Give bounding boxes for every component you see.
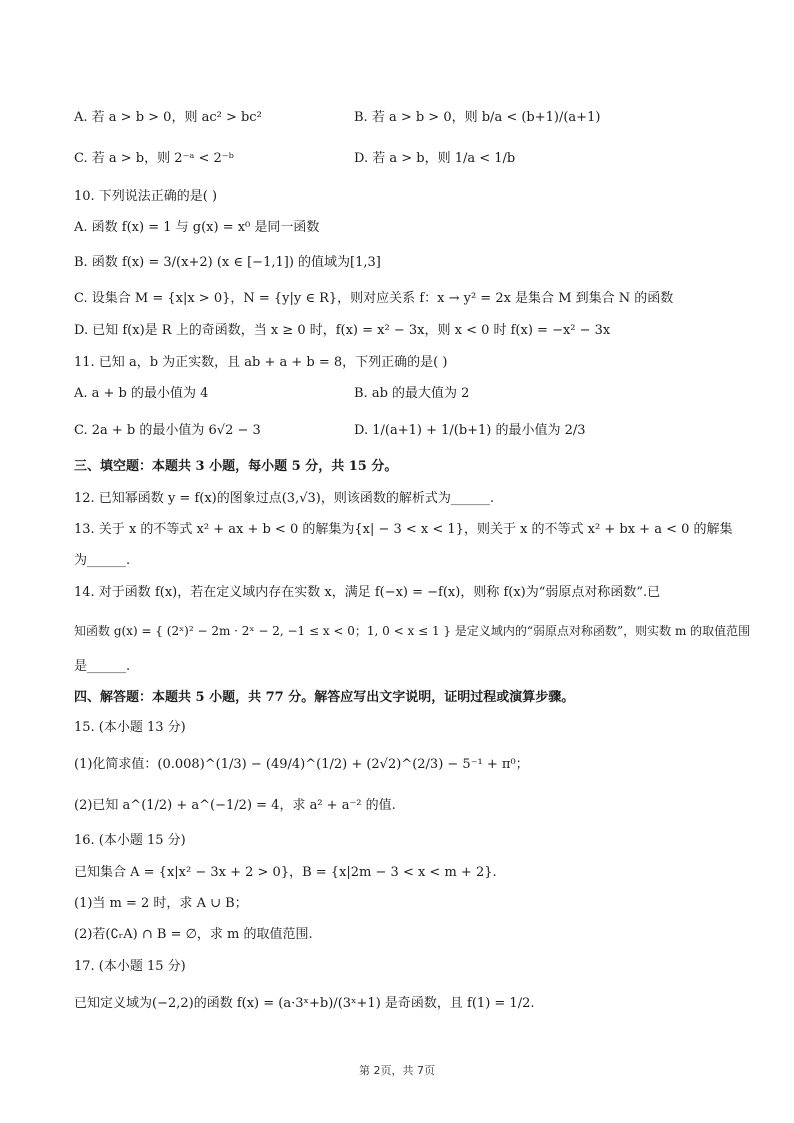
q10-option-d: D. 已知 f(x)是 R 上的奇函数，当 x ≥ 0 时，f(x) = x² − 3x，则 x < 0 时 f(x) = −x² − 3x bbox=[74, 323, 611, 338]
q12-text: 12. 已知幂函数 y = f(x)的图象过点(3,√3)，则该函数的解析式为______. bbox=[74, 491, 494, 506]
q17-stem: 已知定义域为(−2,2)的函数 f(x) = (a·3ˣ+b)/(3ˣ+1) 是奇函数，且 f(1) = 1/2. bbox=[74, 996, 535, 1011]
q14-line-3: 是______. bbox=[74, 659, 131, 674]
q11-option-a: A. a + b 的最小值为 4 bbox=[74, 386, 209, 401]
q15-header: 15. (本小题 13 分) bbox=[74, 720, 186, 735]
q15-part-1: (1)化简求值：(0.008)^(1/3) − (49/4)^(1/2) + (2√2)^(2/3) − 5⁻¹ + π⁰； bbox=[74, 757, 529, 772]
q10-option-c: C. 设集合 M = {x|x > 0}，N = {y|y ∈ R}，则对应关系 f：x → y² = 2x 是集合 M 到集合 N 的函数 bbox=[74, 291, 674, 306]
q9-option-a: A. 若 a > b > 0，则 ac² > bc² bbox=[74, 110, 262, 125]
q10-option-b: B. 函数 f(x) = 3/(x+2) (x ∈ [−1,1]) 的值域为[1,3] bbox=[74, 255, 381, 270]
q16-part-2: (2)若(∁ᵣA) ∩ B = ∅，求 m 的取值范围. bbox=[74, 927, 313, 942]
q9-option-c: C. 若 a > b，则 2⁻ᵃ < 2⁻ᵇ bbox=[74, 151, 234, 166]
q16-header: 16. (本小题 15 分) bbox=[74, 833, 186, 848]
q16-stem: 已知集合 A = {x|x² − 3x + 2 > 0}，B = {x|2m − 3 < x < m + 2}. bbox=[74, 865, 497, 880]
q13-line-1: 13. 关于 x 的不等式 x² + ax + b < 0 的解集为{x| − 3 < x < 1}，则关于 x 的不等式 x² + bx + a < 0 的解集 bbox=[74, 522, 733, 537]
q17-header: 17. (本小题 15 分) bbox=[74, 959, 186, 974]
q11-option-d: D. 1/(a+1) + 1/(b+1) 的最小值为 2/3 bbox=[354, 423, 586, 438]
q11-stem: 11. 已知 a，b 为正实数，且 ab + a + b = 8，下列正确的是( ) bbox=[74, 355, 448, 370]
page-footer: 第 2页，共 7页 bbox=[359, 1064, 435, 1077]
q16-part-1: (1)当 m = 2 时，求 A ∪ B； bbox=[74, 896, 248, 911]
section-3-heading: 三、填空题：本题共 3 小题，每小题 5 分，共 15 分。 bbox=[74, 459, 398, 474]
q11-option-b: B. ab 的最大值为 2 bbox=[354, 386, 470, 401]
q10-option-a: A. 函数 f(x) = 1 与 g(x) = x⁰ 是同一函数 bbox=[74, 220, 320, 235]
q15-part-2: (2)已知 a^(1/2) + a^(−1/2) = 4，求 a² + a⁻² 的值. bbox=[74, 798, 396, 813]
section-4-heading: 四、解答题：本题共 5 小题，共 77 分。解答应写出文字说明，证明过程或演算步骤。 bbox=[74, 690, 575, 705]
q14-line-2: 知函数 g(x) = { (2ˣ)² − 2m · 2ˣ − 2, −1 ≤ x < 0；1, 0 < x ≤ 1 } 是定义域内的“弱原点对称函数”，则实数 m 的取值范围 bbox=[74, 624, 751, 638]
q14-line-1: 14. 对于函数 f(x)，若在定义域内存在实数 x，满足 f(−x) = −f(x)，则称 f(x)为“弱原点对称函数”.已 bbox=[74, 585, 661, 600]
q11-option-c: C. 2a + b 的最小值为 6√2 − 3 bbox=[74, 423, 261, 438]
q9-option-d: D. 若 a > b，则 1/a < 1/b bbox=[354, 151, 516, 166]
q10-stem: 10. 下列说法正确的是( ) bbox=[74, 189, 218, 204]
q9-option-b: B. 若 a > b > 0，则 b/a < (b+1)/(a+1) bbox=[354, 110, 601, 125]
q13-line-2: 为______. bbox=[74, 553, 131, 568]
